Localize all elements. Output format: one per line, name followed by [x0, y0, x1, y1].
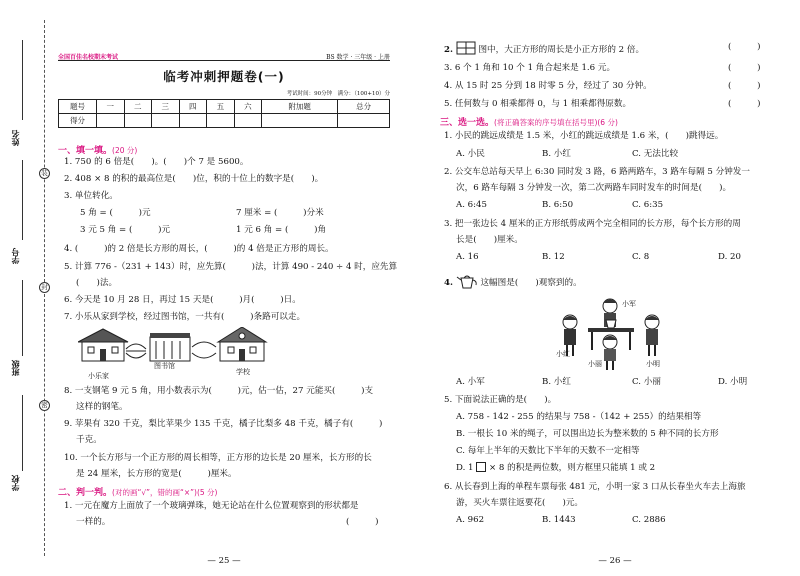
score-header-cell: 四	[179, 100, 207, 114]
choice-4-option-a[interactable]: A. 小军	[456, 377, 485, 387]
question-fill-9-line1: 9. 苹果有 320 千克，梨比苹果少 135 千克，橘子比梨多 48 千克，橘子有( )	[64, 419, 383, 429]
id-underline	[22, 160, 23, 240]
score-cell[interactable]	[179, 114, 207, 128]
choice-1-option-b[interactable]: B. 小红	[542, 149, 571, 159]
question-judge-1-line2: 一样的。	[76, 517, 111, 527]
page-number-left: — 25 —	[207, 556, 241, 566]
question-fill-3b-right: 1 元 6 角 = ( )角	[236, 225, 327, 235]
exam-tag: 全国百佳名校期末考试	[58, 54, 119, 61]
score-header-cell: 五	[207, 100, 235, 114]
choice-3-option-d[interactable]: D. 20	[718, 252, 741, 262]
score-cell[interactable]	[234, 114, 262, 128]
question-fill-1: 1. 750 的 6 倍是( )。( )个 7 是 5600。	[64, 157, 249, 167]
question-fill-5-line1: 5. 计算 776 -（231 + 143）时，应先算( )法，计算 490 - 240 ÷ 4 时，应先算	[64, 262, 398, 272]
question-choice-3-line2: 长是( )厘米。	[456, 235, 523, 245]
label-xiaohong: 小红	[556, 350, 570, 358]
score-header-cell: 三	[152, 100, 180, 114]
right-page	[400, 0, 800, 576]
question-choice-6-line1: 6. 从长春到上海的单程车票每张 481 元，小明一家 3 口从长春坐火车去上海旅	[444, 482, 746, 492]
choice-5-option-d[interactable]: D. 1 × 8 的积是两位数，则方框里只能填 1 或 2	[456, 463, 656, 473]
home-icon	[78, 329, 128, 361]
name-underline	[22, 40, 23, 120]
score-cell[interactable]	[207, 114, 235, 128]
binding-strip	[0, 0, 54, 576]
name-field: 姓名	[9, 130, 20, 146]
choice-1-option-a[interactable]: A. 小民	[456, 149, 485, 159]
choice-6-option-c[interactable]: C. 2886	[632, 515, 666, 525]
choice-5-option-c[interactable]: C. 每年上半年的天数比下半年的天数不一定相等	[456, 446, 640, 456]
score-header-cell: 总分	[338, 100, 390, 114]
choice-3-option-b[interactable]: B. 12	[542, 252, 565, 262]
label-library: 图书馆	[154, 362, 175, 370]
question-fill-7: 7. 小乐从家到学校，经过图书馆，一共有( )条路可以走。	[64, 312, 306, 322]
question-choice-5: 5. 下面说法正确的是( )。	[444, 395, 557, 405]
school-underline	[22, 395, 23, 471]
choice-6-option-b[interactable]: B. 1443	[542, 515, 576, 525]
library-icon	[150, 333, 190, 361]
choice-3-option-c[interactable]: C. 8	[632, 252, 650, 262]
score-table	[58, 99, 390, 128]
question-judge-1-line1: 1. 一元在魔方上面放了一个玻璃弹珠，她无论站在什么位置观察到的形状都是	[64, 501, 359, 511]
question-fill-9-line2: 千克。	[76, 435, 102, 445]
paper-title: 临考冲刺押题卷(一)	[163, 69, 285, 84]
routes-to-school	[192, 342, 216, 358]
question-fill-3a-right: 7 厘米 = ( )分米	[236, 208, 324, 218]
choice-4-option-b[interactable]: B. 小红	[542, 377, 571, 387]
score-row-label: 得分	[59, 114, 97, 128]
routes-to-library	[126, 344, 146, 358]
child-xiaoming-icon	[645, 315, 659, 356]
score-table-score-row	[59, 114, 390, 128]
choice-3-option-a[interactable]: A. 16	[456, 252, 479, 262]
answer-paren-judge-5[interactable]: ( )	[728, 99, 761, 109]
section-choice-title: 三、选一选。(将正确答案的序号填在括号里)(6 分)	[440, 118, 618, 128]
score-cell[interactable]	[338, 114, 390, 128]
question-fill-10-line1: 10. 一个长方形与一个正方形的周长相等，正方形的边长是 20 厘米，长方形的长	[64, 453, 372, 463]
binding-mark-2: 封	[39, 282, 50, 293]
choice-5-option-b[interactable]: B. 一根长 10 米的绳子，可以围出边长为整米数的 5 种不同的长方形	[456, 429, 719, 439]
school-field: 学校	[9, 475, 20, 491]
binding-mark-3: 密	[39, 400, 50, 411]
choice-2-option-b[interactable]: B. 6:50	[542, 200, 574, 210]
choice-2-option-c[interactable]: C. 6:35	[632, 200, 664, 210]
question-fill-10-line2: 是 24 厘米，长方形的宽是( )厘米。	[76, 469, 237, 479]
answer-paren-judge-2[interactable]: ( )	[728, 42, 761, 52]
series-label: BS 数学 · 三年级 · 上册	[326, 54, 390, 61]
score-table-header-row	[59, 100, 390, 114]
class-field: 班级	[9, 360, 20, 376]
question-fill-8-line2: 这样的钢笔。	[76, 402, 128, 412]
score-header-cell: 一	[97, 100, 125, 114]
question-choice-1: 1. 小民的跳远成绩是 1.5 米，小红的跳远成绩是 1.6 米，( )跳得远。	[444, 131, 724, 141]
choice-1-option-c[interactable]: C. 无法比较	[632, 149, 679, 159]
label-home: 小乐家	[88, 372, 109, 380]
question-choice-4: 4. 这幅图是( )观察到的。	[444, 273, 582, 289]
choice-2-option-a[interactable]: A. 6:45	[456, 200, 487, 210]
blank-box-icon	[476, 462, 486, 472]
question-judge-4: 4. 从 15 时 25 分到 18 时零 5 分，经过了 30 分钟。	[444, 81, 652, 91]
school-icon	[218, 327, 266, 361]
question-fill-5-line2: ( )法。	[76, 278, 118, 288]
question-choice-6-line2: 游，买火车票往返要花( )元。	[456, 498, 584, 508]
page-number-right: — 26 —	[598, 556, 632, 566]
score-cell[interactable]	[262, 114, 338, 128]
answer-paren-judge-1[interactable]: ( )	[346, 517, 379, 527]
choice-4-option-c[interactable]: C. 小丽	[632, 377, 661, 387]
question-judge-5: 5. 任何数与 0 相乘都得 0，与 1 相乘都得原数。	[444, 99, 632, 109]
question-fill-6: 6. 今天是 10 月 28 日，再过 15 天是( )月( )日。	[64, 295, 301, 305]
question-fill-3a-left: 5 角 = ( )元	[80, 208, 151, 218]
score-cell[interactable]	[97, 114, 125, 128]
question-fill-4: 4. ( )的 2 倍是长方形的周长，( )的 4 倍是正方形的周长。	[64, 244, 334, 254]
section-judge-title: 二、判一判。(对的画“√”，错的画“×”)(5 分)	[58, 488, 218, 498]
choice-6-option-a[interactable]: A. 962	[456, 515, 485, 525]
child-xiaoli-icon	[603, 335, 617, 370]
question-choice-3-line1: 3. 把一张边长 4 厘米的正方形纸剪成两个完全相同的长方形，每个长方形的周	[444, 219, 741, 229]
question-choice-2-line2: 次，6 路车每隔 3 分钟发一次，第二次两路车同时发车的时间是( )。	[456, 183, 732, 193]
answer-paren-judge-4[interactable]: ( )	[728, 81, 761, 91]
question-fill-3b-left: 3 元 5 角 = ( )元	[80, 225, 171, 235]
class-underline	[22, 280, 23, 356]
question-choice-2-line1: 2. 公交车总站每天早上 6:30 同时发 3 路，6 路两路车，3 路车每隔 5 分钟发一	[444, 167, 750, 177]
question-fill-8-line1: 8. 一支钢笔 9 元 5 角，用小数表示为( )元，估一估，27 元能买( )支	[64, 386, 374, 396]
score-header-cell: 六	[234, 100, 262, 114]
score-cell[interactable]	[124, 114, 152, 128]
question-fill-3: 3. 单位转化。	[64, 191, 118, 201]
score-header-cell: 题号	[59, 100, 97, 114]
question-judge-3: 3. 6 个 1 角和 10 个 1 角合起来是 1.6 元。	[444, 63, 616, 73]
header-rule	[58, 60, 390, 61]
answer-paren-judge-3[interactable]: ( )	[728, 63, 761, 73]
student-id-field: 学号	[9, 248, 20, 264]
section-fill-title: 一、填一填。(20 分)	[58, 146, 138, 156]
score-header-cell: 二	[124, 100, 152, 114]
question-judge-2: 2. 图中，大正方形的周长是小正方形的 2 倍。	[444, 41, 644, 56]
label-xiaoming: 小明	[646, 360, 660, 368]
choice-4-option-d[interactable]: D. 小明	[718, 377, 748, 387]
label-xiaoli: 小丽	[588, 360, 602, 368]
score-cell[interactable]	[152, 114, 180, 128]
kettle-icon	[456, 273, 478, 289]
label-school: 学校	[236, 368, 250, 376]
question-fill-2: 2. 408 × 8 的积的最高位是( )位，积的十位上的数字是( )。	[64, 174, 324, 184]
binding-mark-1: 装	[39, 168, 50, 179]
exam-info: 考试时间：90分钟 满分：（100+10）分	[286, 91, 390, 97]
square-grid-icon	[456, 41, 476, 55]
score-header-cell: 附加题	[262, 100, 338, 114]
label-xiaojun: 小军	[622, 300, 636, 308]
choice-5-option-a[interactable]: A. 758 - 142 - 255 的结果与 758 -（142 + 255）的结果相等	[456, 412, 702, 422]
